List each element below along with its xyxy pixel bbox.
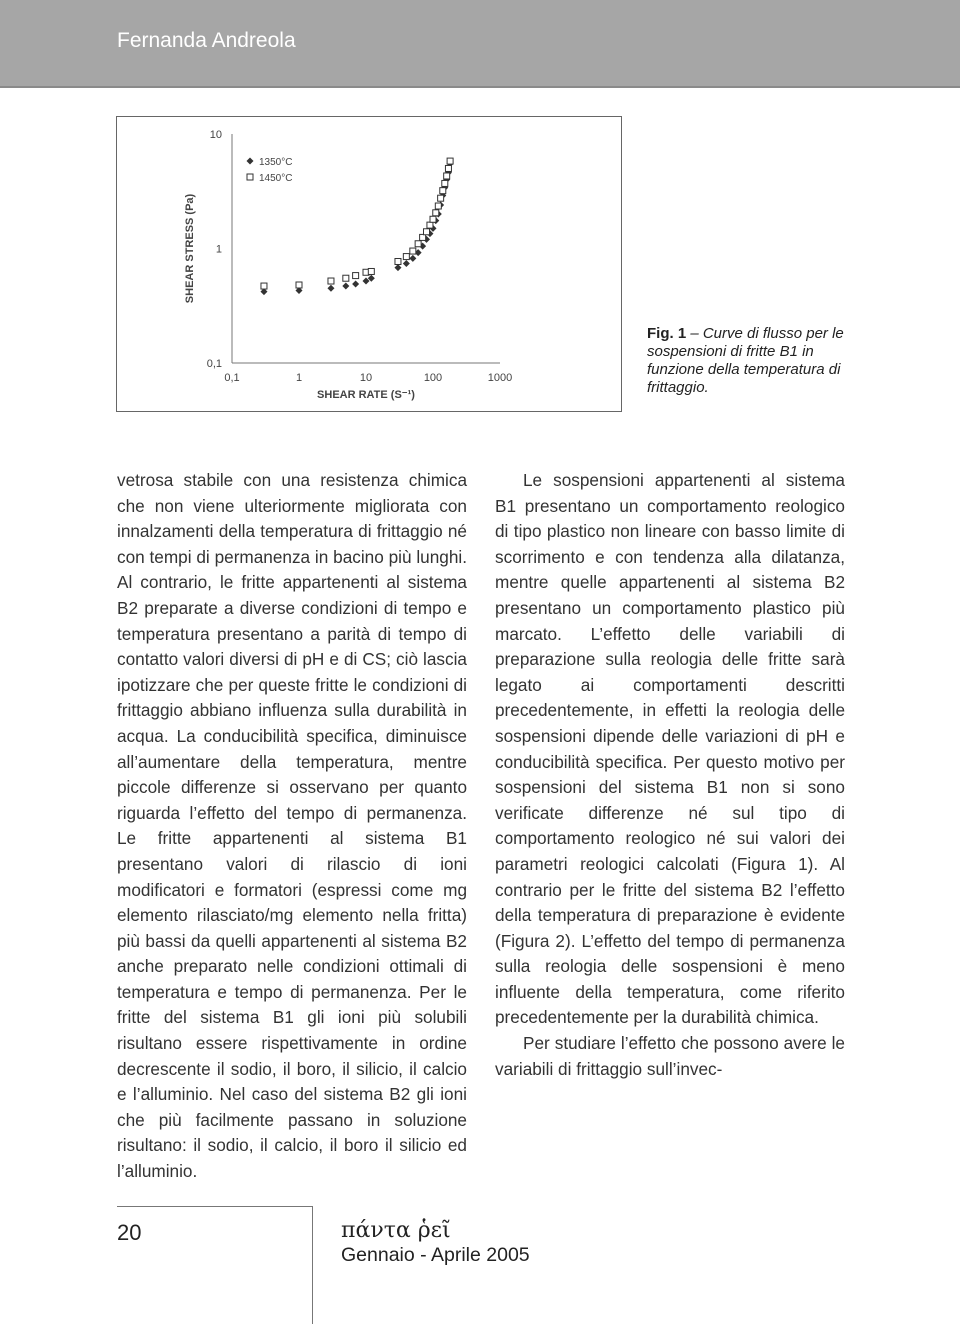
flow-curve-chart — [117, 117, 621, 411]
data-point — [424, 229, 430, 235]
data-point — [444, 173, 450, 179]
caption-label: Fig. 1 — [647, 325, 687, 342]
y-tick-label: 0,1 — [206, 358, 222, 370]
x-tick-label: 100 — [423, 372, 443, 384]
caption-text: – Curve di flusso per le sospensioni di fritte B1 in funzione della temperatura di frittaggio. — [647, 325, 844, 396]
data-point — [353, 273, 359, 279]
x-tick-label: 0,1 — [224, 372, 240, 384]
data-point — [394, 264, 401, 271]
y-tick-label: 10 — [209, 129, 222, 141]
header-author: Fernanda Andreola — [117, 29, 296, 52]
data-point — [415, 241, 421, 247]
data-point — [327, 285, 334, 292]
data-point — [440, 188, 446, 194]
data-point — [438, 195, 444, 201]
data-point — [403, 254, 409, 260]
legend-marker — [247, 174, 253, 180]
footer-divider — [312, 1206, 313, 1324]
figure-caption — [647, 325, 847, 397]
y-axis-label: SHEAR STRESS (Pa) — [184, 193, 196, 304]
legend-label: 1450°C — [259, 173, 293, 184]
data-point — [328, 278, 334, 284]
data-point — [409, 255, 416, 262]
data-point — [427, 222, 433, 228]
journal-issue: Gennaio - Aprile 2005 — [341, 1244, 530, 1266]
body-column-right — [495, 468, 845, 1082]
data-point — [445, 165, 451, 171]
figure-1 — [116, 116, 622, 412]
page-number: 20 — [117, 1220, 142, 1245]
journal-title: πάντα ῥεῖ — [341, 1218, 451, 1243]
data-point — [395, 258, 401, 264]
data-point — [343, 275, 349, 281]
paragraph: Le sospensioni appartenenti al sistema B1 presentano un comportamento reologico di tipo plastico non lineare con basso limite di scorrimento e con tendenza alla dilatanza, mentre quelle appartenenti al sistema B2 presentano un comportamento plastico più marcato. L’effetto delle variabili di preparazione sulla reologia delle fritte sarà legato ai comportamenti descritti precedentemente, in effetti la reologia delle sospensioni dipende delle variazioni di pH e conducibilità specifica. Per questo motivo per sospensioni del sistema B1 non si sono verificate differenze né sul tipo di comportamento reologico né sui valori dei parametri reologici calcolati (Figura 1). Al contrario per le fritte del sistema B2 l’effetto della temperatura di preparazione è evidente (Figura 2). L’effetto del tempo di permanenza sulla reologia delle sospensioni è meno influente della temperatura, come riferito precedentemente per la durabilità chimica. — [495, 470, 845, 1028]
page-header — [0, 0, 960, 88]
x-tick-label: 1000 — [487, 372, 513, 384]
data-point — [442, 180, 448, 186]
data-point — [447, 158, 453, 164]
body-column-left — [117, 468, 467, 1185]
footer-rule — [117, 1206, 312, 1207]
data-point — [410, 248, 416, 254]
data-point — [435, 203, 441, 209]
paragraph: vetrosa stabile con una resistenza chimica che non viene ulteriormente migliorata con innalzamenti della temperatura di frittaggio né con tempi di permanenza in bacino più lunghi. Al contrario, le fritte appartenenti al sistema B2 preparate a diverse condizioni di tempo e temperatura presentano a parità di tempo di contatto valori diversi di pH e di CS; ciò lascia ipotizzare che per queste fritte le condizioni di frittaggio abbiano influenza sulla durabilità in acqua. La conducibilità specifica, diminuisce all’aumentare della temperatura, mentre piccole differenze si osservano per quanto riguarda l’effetto del tempo di permanenza. Le fritte appartenenti al sistema B1 presentano valori di rilascio di ioni modificatori e formatori (espressi come mg elemento rilasciato/mg elemento nella fritta) più bassi da quelli appartenenti al sistema B2 anche preparato nelle condizioni ottimali di temperatura e tempo di permanenza. Per le fritte del sistema B1 gli ioni più solubili risultano essere rispettivamente in ordine decrescente il sodio, il boro, il silicio, il calcio e l’alluminio. Nel caso del sistema B2 gli ioni che più facilmente passano in soluzione risultano: il sodio, il calcio, il boro il silicio ed l’alluminio. — [117, 470, 467, 1182]
data-point — [352, 280, 359, 287]
x-axis-label: SHEAR RATE (S⁻¹) — [317, 389, 415, 401]
x-tick-label: 1 — [295, 372, 303, 384]
data-point — [261, 283, 267, 289]
legend-marker — [247, 158, 254, 165]
data-point — [296, 282, 302, 288]
data-point — [342, 283, 349, 290]
data-point — [403, 260, 410, 267]
legend-label: 1350°C — [259, 157, 293, 168]
x-tick-label: 10 — [359, 372, 373, 384]
data-point — [430, 216, 436, 222]
data-point — [368, 268, 374, 274]
data-point — [433, 210, 439, 216]
paragraph: Per studiare l’effetto che possono avere le variabili di frittaggio sull’invec- — [495, 1033, 845, 1079]
y-tick-label: 1 — [215, 243, 222, 256]
data-point — [420, 234, 426, 240]
